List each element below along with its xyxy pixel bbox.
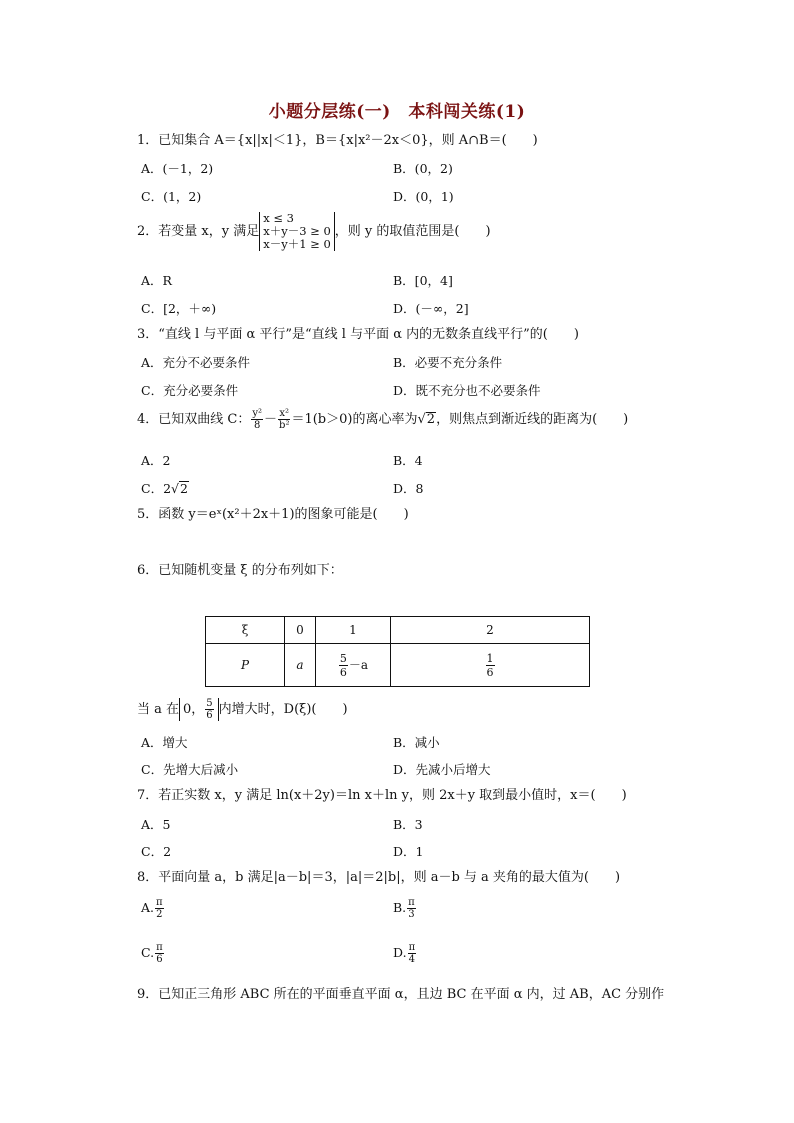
q7-option-c: C．2 (141, 844, 172, 859)
q6-option-b: B．减小 (393, 735, 440, 750)
table-cell: 0 (285, 617, 316, 644)
q1-option-c: C．(1，2) (141, 189, 202, 204)
q4-fraction-2: $\frac{\text{x²}}{\text{b²}}$ (279, 408, 290, 431)
question-5: 5．函数 y＝eˣ(x²＋2x＋1)的图象可能是( ) (137, 507, 409, 522)
q2-prefix: 2．若变量 x，y 满足 (137, 224, 260, 239)
q7-option-a: A．5 (141, 817, 171, 832)
table-cell: 1 (316, 617, 391, 644)
q2-option-b: B．[0，4] (393, 273, 453, 288)
table-cell: a (285, 644, 316, 687)
q4-option-d: D．8 (393, 481, 424, 496)
table-cell: $\frac{5}{6}$ －a (316, 644, 391, 687)
distribution-table (205, 616, 590, 687)
q8-option-c: C. $\frac{\pi}{6}$ (141, 942, 163, 965)
q8-option-b: B. $\frac{\pi}{3}$ (393, 897, 415, 920)
q3-option-c: C．充分必要条件 (141, 383, 239, 398)
q2-constraint-system (259, 212, 335, 251)
q2-option-c: C．[2，＋∞) (141, 301, 217, 316)
question-6: 6．已知随机变量 ξ 的分布列如下： (137, 563, 343, 578)
q1-option-a: A．(－1，2) (141, 161, 214, 176)
q4-fraction-1: $\frac{\text{y²}}{8}$ (252, 408, 263, 431)
q2-suffix: ，则 y 的取值范围是( ) (334, 224, 491, 239)
q4-option-b: B．4 (393, 453, 423, 468)
q3-option-a: A．充分不必要条件 (141, 355, 251, 370)
question-1: 1．已知集合 A＝{x||x|＜1}，B＝{x|x²－2x＜0}，则 A∩B＝( ) (137, 133, 538, 148)
q6-option-d: D．先减小后增大 (393, 762, 491, 777)
q6-option-c: C．先增大后减小 (141, 762, 239, 777)
question-9: 9．已知正三角形 ABC 所在的平面垂直平面 α，且边 BC 在平面 α 内，过 AB，AC 分别作 (137, 987, 665, 1002)
q2-constraint-3: x－y＋1 ≥ 0 (263, 237, 331, 251)
page-title: 小题分层练(一) 本科闯关练(1) (268, 102, 526, 122)
q2-option-a: A．R (141, 273, 172, 288)
q7-option-d: D．1 (393, 844, 424, 859)
q1-option-b: B．(0，2) (393, 161, 453, 176)
q3-option-b: B．必要不充分条件 (393, 355, 503, 370)
q1-option-d: D．(0，1) (393, 189, 454, 204)
question-3: 3．“直线 l 与平面 α 平行”是“直线 l 与平面 α 内的无数条直线平行”的( ) (137, 327, 579, 342)
q3-option-d: D．既不充分也不必要条件 (393, 383, 541, 398)
q8-option-a: A. $\frac{\pi}{2}$ (141, 897, 163, 920)
question-8: 8．平面向量 a，b 满足|a－b|＝3，|a|＝2|b|，则 a－b 与 a 夹角的最大值为( ) (137, 870, 621, 885)
table-cell: 2 (391, 617, 590, 644)
q6-option-a: A．增大 (141, 735, 188, 750)
table-cell: $\frac{1}{6}$ (391, 644, 590, 687)
q2-constraint-2: x＋y－3 ≥ 0 (263, 224, 331, 238)
q2-constraint-1: x ≤ 3 (263, 211, 294, 225)
table-row (206, 617, 590, 644)
table-cell: P (206, 644, 285, 687)
question-4: 4．已知双曲线 C： $\frac{\text{y²}}{8}$ － $\frac{\text{x²}}{\text{b²}}$ ＝1(b＞0)的离心率为√2，则焦点到渐近线的距离为( ) (137, 408, 629, 431)
q4-root: 2 (426, 412, 436, 427)
q6-condition: 当 a 在 0， $\frac{5}{6}$ 内增大时，D(ξ)( ) (137, 698, 348, 721)
question-2 (137, 212, 491, 251)
table-cell: ξ (206, 617, 285, 644)
q4-option-a: A．2 (141, 453, 171, 468)
q4-option-c: C．2√2 (141, 481, 188, 496)
q7-option-b: B．3 (393, 817, 423, 832)
q8-option-d: D. $\frac{\pi}{4}$ (393, 942, 416, 965)
question-7: 7．若正实数 x，y 满足 ln(x＋2y)＝ln x＋ln y，则 2x＋y 取到最小值时，x＝( ) (137, 788, 627, 803)
q4-prefix: 4．已知双曲线 C： (137, 412, 251, 427)
table-row (206, 644, 590, 687)
q6-interval: 0， $\frac{5}{6}$ (179, 698, 219, 721)
q2-option-d: D．(－∞，2] (393, 301, 469, 316)
